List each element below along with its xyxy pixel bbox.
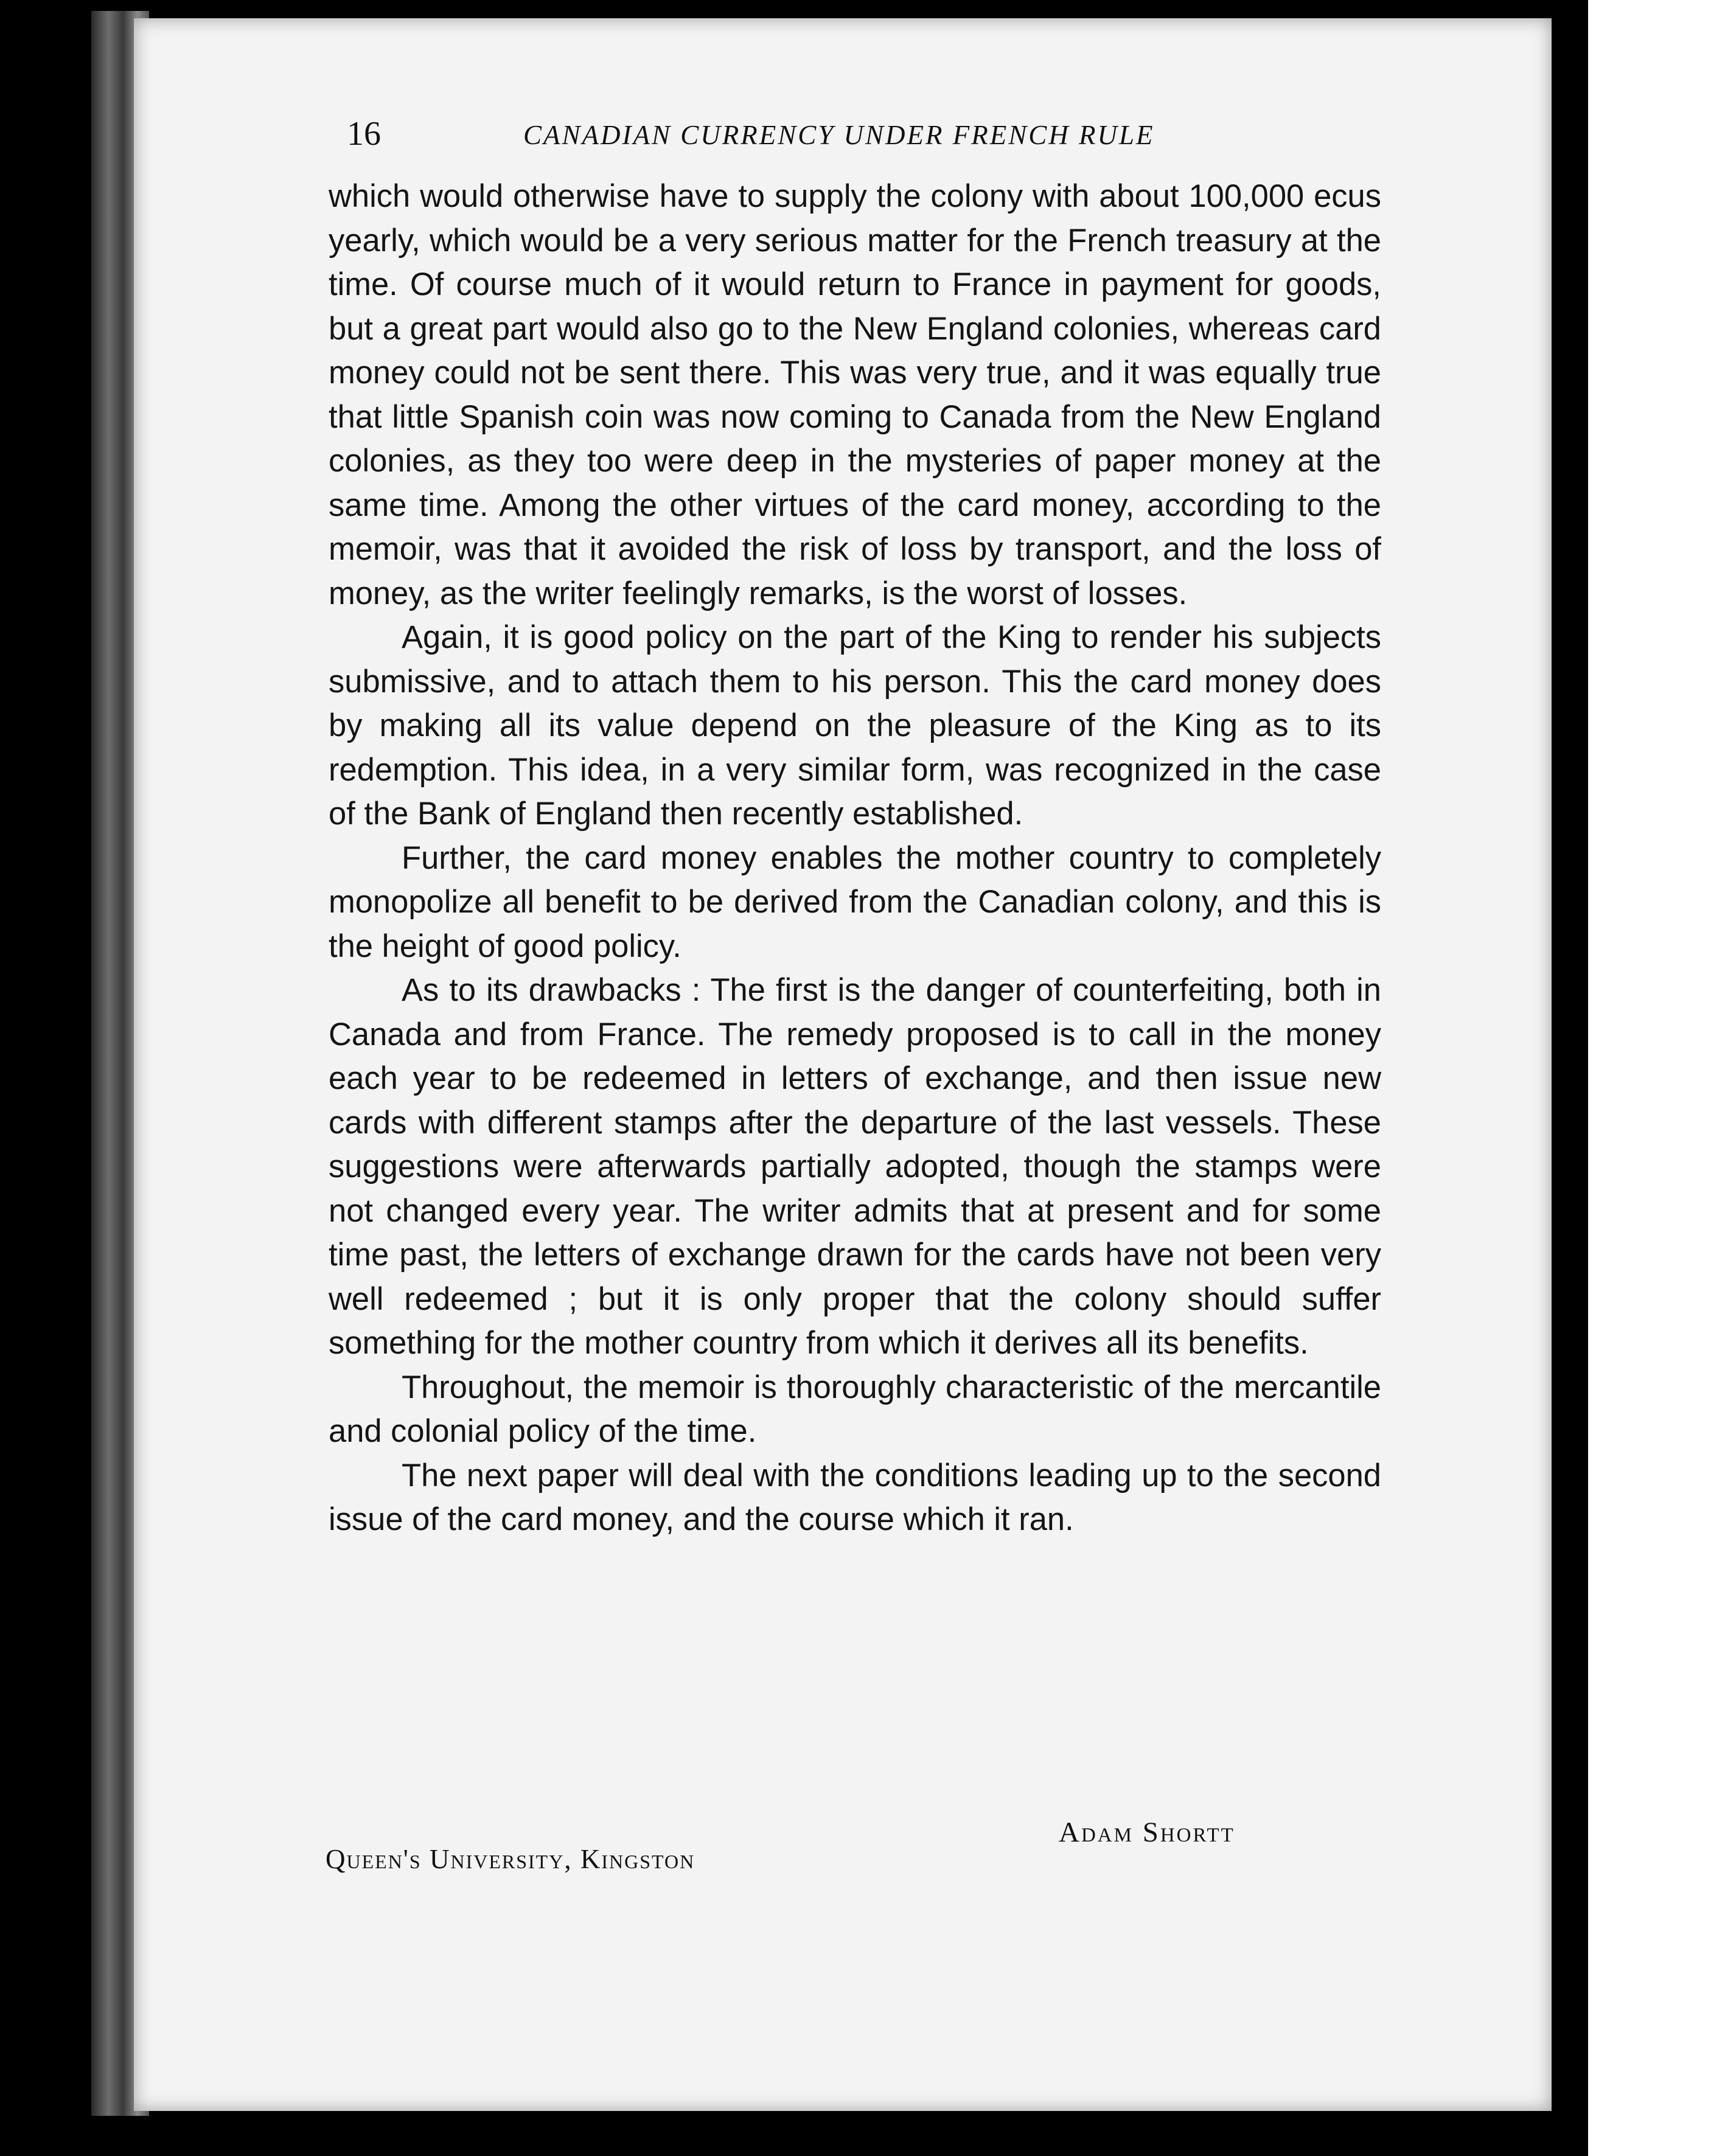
facing-page bbox=[1588, 0, 1711, 2156]
author-signature: Adam Shortt bbox=[1059, 1817, 1235, 1848]
paragraph: Again, it is good policy on the part of the King to render his subjects submissive, and to attach them to his person. This the card money does by making all its value depend on the pleasure of the King as to its redemption. This idea, in a very similar form, was recognized in the case of the Bank of England then recently established. bbox=[329, 619, 1381, 832]
running-title: CANADIAN CURRENCY UNDER FRENCH RULE bbox=[523, 120, 1155, 150]
paragraph: which would otherwise have to supply the colony with about 100,000 ecus yearly, which would be a very serious matter for the French treasury at the time. Of course much of it would return to France in payment for goods, but a great part would also go to the New England colonies, whereas card money could not be sent there. This was very true, and it was equally true that little Spanish coin was now coming to Canada from the New England colonies, as they too were deep in the mysteries of paper money at the same time. Among the other virtues of the card money, according to the memoir, was that it avoided the risk of loss by transport, and the loss of money, as the writer feelingly remarks, is the worst of losses. bbox=[329, 178, 1381, 611]
paragraph: The next paper will deal with the conditions leading up to the second issue of the card money, and the course which it ran. bbox=[329, 1457, 1381, 1537]
page-header bbox=[347, 114, 1260, 151]
page-number: 16 bbox=[347, 115, 381, 153]
paragraph: Further, the card money enables the mother country to completely monopolize all benefit to be derived from the Canadian colony, and this is the height of good policy. bbox=[329, 840, 1381, 964]
body-text bbox=[329, 175, 1381, 1542]
paragraph: Throughout, the memoir is thoroughly characteristic of the mercantile and colonial policy of the time. bbox=[329, 1369, 1381, 1449]
book-gutter bbox=[1552, 0, 1588, 2156]
paragraph: As to its drawbacks : The first is the danger of counterfeiting, both in Canada and from France. The remedy proposed is to call in the money each year to be redeemed in letters of exchange, and then issue new cards with different stamps after the departure of the last vessels. These suggestions were afterwards partially adopted, though the stamps were not changed every year. The writer admits that at present and for some time past, the letters of exchange drawn for the cards have not been very well redeemed ; but it is only proper that the colony should suffer something for the mother country from which it derives all its benefits. bbox=[329, 972, 1381, 1361]
author-affiliation: Queen's University, Kingston bbox=[326, 1844, 695, 1874]
